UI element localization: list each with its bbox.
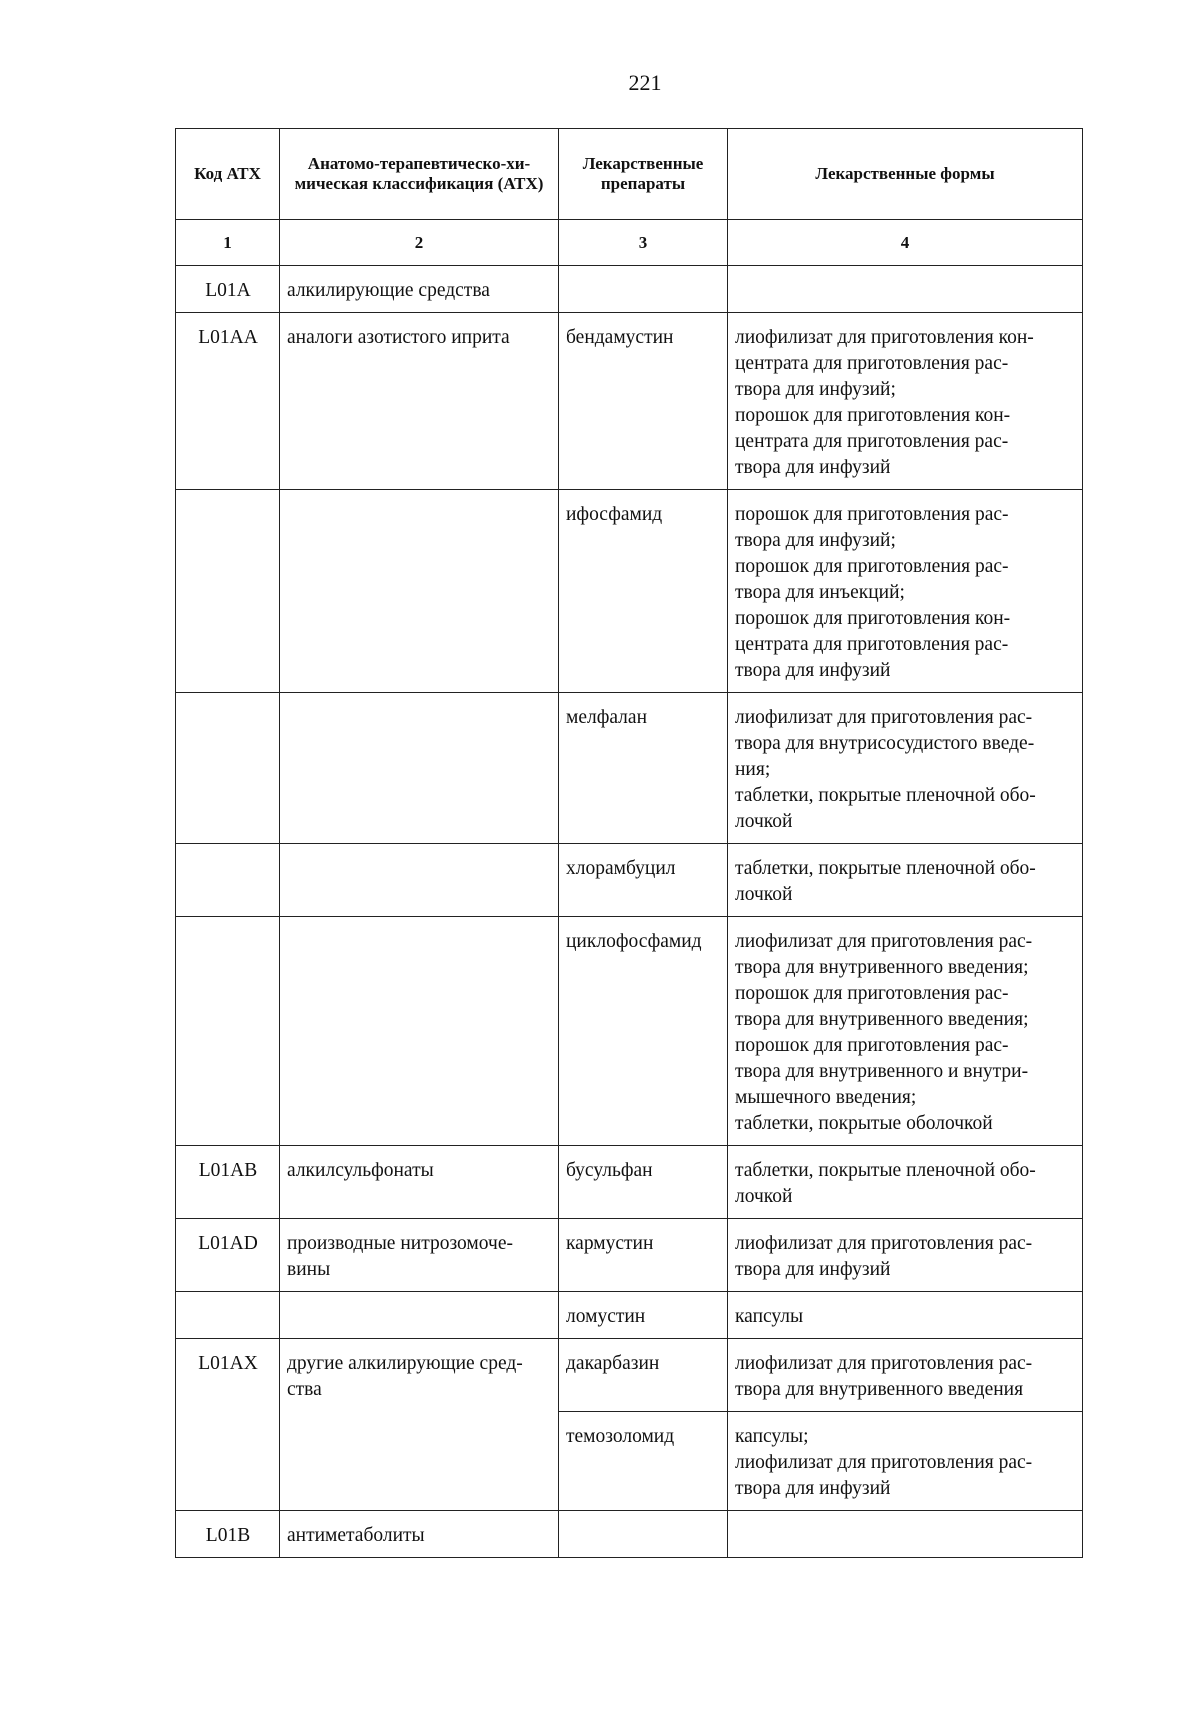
table-row — [176, 1146, 1083, 1219]
form-line: ния; — [735, 759, 771, 780]
form-line: центрата для приготовления рас- — [735, 634, 1009, 655]
classification — [280, 693, 559, 844]
form-line: твора для инфузий — [735, 457, 891, 478]
form-line: таблетки, покрытые пленочной обо- — [735, 858, 1036, 879]
atc-code — [176, 490, 280, 693]
table-row — [176, 1339, 1083, 1412]
atc-code: L01A — [176, 266, 280, 313]
form-line: лиофилизат для приготовления рас- — [735, 1233, 1033, 1254]
form-line: лочкой — [735, 884, 793, 905]
drug-name: хлорамбуцил — [559, 844, 728, 917]
form-line: порошок для приготовления кон- — [735, 608, 1011, 629]
drug-name: дакарбазин — [559, 1339, 728, 1412]
dosage-forms — [728, 844, 1083, 917]
form-line: твора для внутривенного введения; — [735, 1009, 1029, 1030]
dosage-forms — [728, 490, 1083, 693]
atc-code — [176, 1292, 280, 1339]
drug-name: темозоломид — [559, 1412, 728, 1511]
drug-name: бендамустин — [559, 313, 728, 490]
form-line: лиофилизат для приготовления рас- — [735, 1353, 1033, 1374]
form-line: центрата для приготовления рас- — [735, 431, 1009, 452]
form-line: таблетки, покрытые пленочной обо- — [735, 785, 1036, 806]
table-row — [176, 313, 1083, 490]
table-row — [176, 693, 1083, 844]
table-row — [176, 1292, 1083, 1339]
dosage-forms — [728, 1339, 1083, 1412]
header-classification: Анатомо-терапевтическо-хи-мическая классификация (АТХ) — [280, 129, 559, 220]
classification: производные нитрозомоче-вины — [280, 1219, 559, 1292]
atc-code: L01AB — [176, 1146, 280, 1219]
column-number: 3 — [559, 220, 728, 266]
drug-name — [559, 266, 728, 313]
form-line: лиофилизат для приготовления рас- — [735, 931, 1033, 952]
table-row — [176, 1219, 1083, 1292]
form-line: мышечного введения; — [735, 1087, 917, 1108]
form-line: твора для внутрисосудистого введе- — [735, 733, 1035, 754]
form-line: твора для внутривенного и внутри- — [735, 1061, 1029, 1082]
dosage-forms — [728, 1219, 1083, 1292]
table-row — [176, 917, 1083, 1146]
form-line: лиофилизат для приготовления рас- — [735, 1452, 1033, 1473]
form-line: твора для инфузий; — [735, 379, 896, 400]
header-drugs: Лекарственные препараты — [559, 129, 728, 220]
drug-name: мелфалан — [559, 693, 728, 844]
table-row — [176, 266, 1083, 313]
form-line: лиофилизат для приготовления рас- — [735, 707, 1033, 728]
drug-name: ифосфамид — [559, 490, 728, 693]
column-number-row — [176, 220, 1083, 266]
classification: антиметаболиты — [280, 1511, 559, 1558]
drug-name: ломустин — [559, 1292, 728, 1339]
header-dosage-forms: Лекарственные формы — [728, 129, 1083, 220]
form-line: порошок для приготовления рас- — [735, 1035, 1009, 1056]
drug-name — [559, 1511, 728, 1558]
atc-code — [176, 917, 280, 1146]
column-number: 1 — [176, 220, 280, 266]
dosage-forms — [728, 1412, 1083, 1511]
dosage-forms — [728, 1292, 1083, 1339]
form-line: твора для инфузий — [735, 660, 891, 681]
atc-code: L01AX — [176, 1339, 280, 1511]
classification — [280, 844, 559, 917]
dosage-forms — [728, 266, 1083, 313]
page-number: 221 — [628, 70, 662, 95]
form-line: твора для внутривенного введения — [735, 1379, 1024, 1400]
form-line: порошок для приготовления кон- — [735, 405, 1011, 426]
drug-name: бусульфан — [559, 1146, 728, 1219]
dosage-forms — [728, 1146, 1083, 1219]
form-line: таблетки, покрытые пленочной обо- — [735, 1160, 1036, 1181]
table-row — [176, 490, 1083, 693]
classification — [280, 917, 559, 1146]
form-line: порошок для приготовления рас- — [735, 556, 1009, 577]
dosage-forms — [728, 1511, 1083, 1558]
dosage-forms — [728, 693, 1083, 844]
atc-code — [176, 844, 280, 917]
classification: алкилсульфонаты — [280, 1146, 559, 1219]
form-line: лочкой — [735, 811, 793, 832]
form-line: центрата для приготовления рас- — [735, 353, 1009, 374]
dosage-forms — [728, 313, 1083, 490]
classification — [280, 1292, 559, 1339]
form-line: капсулы; — [735, 1426, 809, 1447]
classification: другие алкилирующие сред-ства — [280, 1339, 559, 1511]
form-line: твора для инфузий; — [735, 530, 896, 551]
drug-name: кармустин — [559, 1219, 728, 1292]
form-line: твора для внутривенного введения; — [735, 957, 1029, 978]
atc-code: L01AA — [176, 313, 280, 490]
form-line: твора для инфузий — [735, 1478, 891, 1499]
classification: алкилирующие средства — [280, 266, 559, 313]
table-row — [176, 1511, 1083, 1558]
atc-code: L01B — [176, 1511, 280, 1558]
form-line: таблетки, покрытые оболочкой — [735, 1113, 993, 1134]
table-header-row — [176, 129, 1083, 220]
form-line: капсулы — [735, 1306, 804, 1327]
header-atc-code: Код АТХ — [176, 129, 280, 220]
drug-name: циклофосфамид — [559, 917, 728, 1146]
table-row — [176, 844, 1083, 917]
form-line: порошок для приготовления рас- — [735, 504, 1009, 525]
dosage-forms — [728, 917, 1083, 1146]
form-line: порошок для приготовления рас- — [735, 983, 1009, 1004]
atc-code: L01AD — [176, 1219, 280, 1292]
column-number: 4 — [728, 220, 1083, 266]
column-number: 2 — [280, 220, 559, 266]
atc-code — [176, 693, 280, 844]
classification — [280, 490, 559, 693]
form-line: лиофилизат для приготовления кон- — [735, 327, 1034, 348]
atc-drug-table — [175, 128, 1083, 1558]
classification: аналоги азотистого иприта — [280, 313, 559, 490]
form-line: лочкой — [735, 1186, 793, 1207]
form-line: твора для инфузий — [735, 1259, 891, 1280]
form-line: твора для инъекций; — [735, 582, 905, 603]
